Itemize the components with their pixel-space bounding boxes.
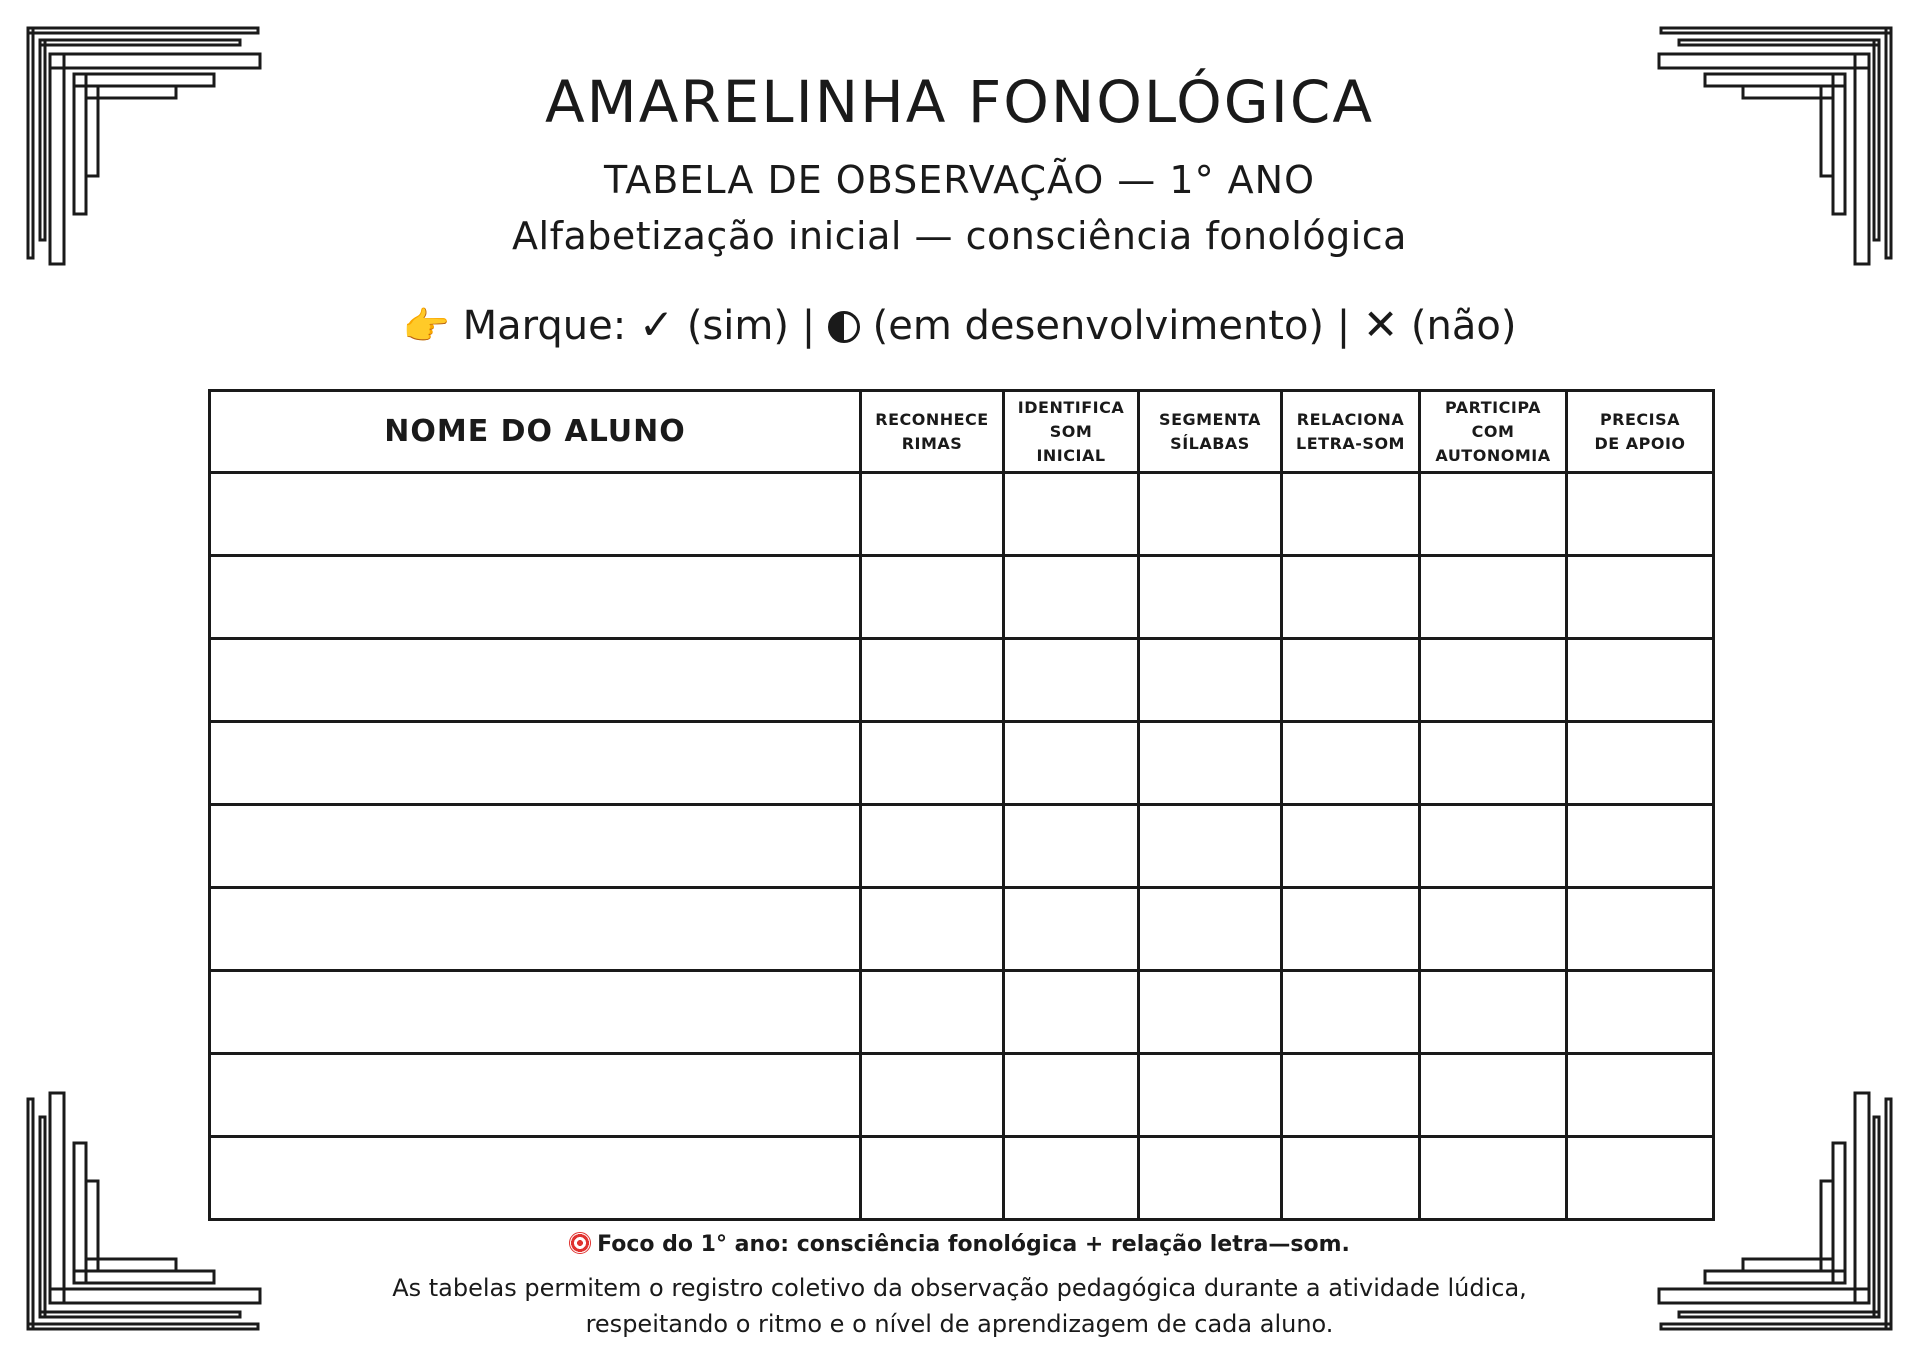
column-header-student-name: NOME DO ALUNO	[210, 391, 861, 473]
letter-sound-cell[interactable]	[1282, 473, 1420, 556]
table-row	[210, 888, 1714, 971]
segments-syllables-cell[interactable]	[1139, 722, 1282, 805]
needs-support-cell[interactable]	[1567, 556, 1714, 639]
needs-support-cell[interactable]	[1567, 1054, 1714, 1137]
letter-sound-cell[interactable]	[1282, 1137, 1420, 1220]
initial-sound-cell[interactable]	[1004, 971, 1139, 1054]
table-row	[210, 639, 1714, 722]
initial-sound-cell[interactable]	[1004, 639, 1139, 722]
page-subtitle-secondary: Alfabetização inicial — consciência fonológica	[512, 214, 1407, 258]
autonomy-cell[interactable]	[1420, 473, 1567, 556]
initial-sound-cell[interactable]	[1004, 1054, 1139, 1137]
recognizes-rhymes-cell[interactable]	[861, 1137, 1004, 1220]
table-row	[210, 556, 1714, 639]
legend-separator: |	[801, 303, 816, 349]
initial-sound-cell[interactable]	[1004, 473, 1139, 556]
recognizes-rhymes-cell[interactable]	[861, 805, 1004, 888]
letter-sound-cell[interactable]	[1282, 639, 1420, 722]
column-header-segments-syllables: SEGMENTA SÍLABAS	[1139, 391, 1282, 473]
letter-sound-cell[interactable]	[1282, 722, 1420, 805]
legend-yes-label: (sim)	[686, 303, 789, 349]
table-row	[210, 1054, 1714, 1137]
letter-sound-cell[interactable]	[1282, 805, 1420, 888]
autonomy-cell[interactable]	[1420, 971, 1567, 1054]
column-header-identifies-initial-sound: IDENTIFICA SOM INICIAL	[1004, 391, 1139, 473]
recognizes-rhymes-cell[interactable]	[861, 639, 1004, 722]
autonomy-cell[interactable]	[1420, 556, 1567, 639]
segments-syllables-cell[interactable]	[1139, 971, 1282, 1054]
column-header-autonomy: PARTICIPA COM AUTONOMIA	[1420, 391, 1567, 473]
segments-syllables-cell[interactable]	[1139, 1137, 1282, 1220]
column-header-letter-sound: RELACIONA LETRA-SOM	[1282, 391, 1420, 473]
legend-partial-label: (em desenvolvimento)	[872, 303, 1325, 349]
autonomy-cell[interactable]	[1420, 805, 1567, 888]
initial-sound-cell[interactable]	[1004, 888, 1139, 971]
initial-sound-cell[interactable]	[1004, 805, 1139, 888]
half-circle-icon	[828, 311, 860, 343]
student-name-cell[interactable]	[210, 888, 861, 971]
table-row	[210, 805, 1714, 888]
student-name-cell[interactable]	[210, 1137, 861, 1220]
letter-sound-cell[interactable]	[1282, 888, 1420, 971]
table-header-row	[210, 391, 1714, 473]
legend-prefix: Marque:	[462, 303, 627, 349]
recognizes-rhymes-cell[interactable]	[861, 473, 1004, 556]
student-name-cell[interactable]	[210, 1054, 861, 1137]
letter-sound-cell[interactable]	[1282, 971, 1420, 1054]
autonomy-cell[interactable]	[1420, 639, 1567, 722]
legend-separator: |	[1336, 303, 1351, 349]
student-name-cell[interactable]	[210, 556, 861, 639]
initial-sound-cell[interactable]	[1004, 556, 1139, 639]
segments-syllables-cell[interactable]	[1139, 473, 1282, 556]
segments-syllables-cell[interactable]	[1139, 556, 1282, 639]
footer-description: As tabelas permitem o registro coletivo da observação pedagógica durante a atividade lúdica, respeitando o ritmo e o nível de aprendizagem de cada aluno.	[392, 1274, 1527, 1338]
marking-legend	[0, 300, 1919, 349]
student-name-cell[interactable]	[210, 473, 861, 556]
recognizes-rhymes-cell[interactable]	[861, 971, 1004, 1054]
table-row	[210, 971, 1714, 1054]
initial-sound-cell[interactable]	[1004, 1137, 1139, 1220]
observation-table	[208, 389, 1715, 1221]
legend-no-label: (não)	[1410, 303, 1517, 349]
letter-sound-cell[interactable]	[1282, 1054, 1420, 1137]
autonomy-cell[interactable]	[1420, 1137, 1567, 1220]
autonomy-cell[interactable]	[1420, 888, 1567, 971]
student-name-cell[interactable]	[210, 805, 861, 888]
column-header-recognizes-rhymes: RECONHECE RIMAS	[861, 391, 1004, 473]
needs-support-cell[interactable]	[1567, 888, 1714, 971]
table-row	[210, 1137, 1714, 1220]
autonomy-cell[interactable]	[1420, 722, 1567, 805]
recognizes-rhymes-cell[interactable]	[861, 722, 1004, 805]
student-name-cell[interactable]	[210, 639, 861, 722]
segments-syllables-cell[interactable]	[1139, 888, 1282, 971]
segments-syllables-cell[interactable]	[1139, 805, 1282, 888]
recognizes-rhymes-cell[interactable]	[861, 556, 1004, 639]
recognizes-rhymes-cell[interactable]	[861, 888, 1004, 971]
table-row	[210, 722, 1714, 805]
column-header-needs-support: PRECISA DE APOIO	[1567, 391, 1714, 473]
needs-support-cell[interactable]	[1567, 1137, 1714, 1220]
table-row	[210, 473, 1714, 556]
needs-support-cell[interactable]	[1567, 639, 1714, 722]
pointing-hand-icon: 👉	[402, 304, 450, 348]
needs-support-cell[interactable]	[1567, 722, 1714, 805]
needs-support-cell[interactable]	[1567, 971, 1714, 1054]
initial-sound-cell[interactable]	[1004, 722, 1139, 805]
target-icon	[569, 1232, 591, 1254]
footer-focus-note: Foco do 1° ano: consciência fonológica + relação letra—som.	[0, 1232, 1919, 1257]
segments-syllables-cell[interactable]	[1139, 1054, 1282, 1137]
cross-mark-icon: ✕	[1362, 300, 1399, 349]
letter-sound-cell[interactable]	[1282, 556, 1420, 639]
segments-syllables-cell[interactable]	[1139, 639, 1282, 722]
recognizes-rhymes-cell[interactable]	[861, 1054, 1004, 1137]
needs-support-cell[interactable]	[1567, 805, 1714, 888]
needs-support-cell[interactable]	[1567, 473, 1714, 556]
student-name-cell[interactable]	[210, 722, 861, 805]
page-subtitle: TABELA DE OBSERVAÇÃO — 1° ANO	[604, 158, 1315, 202]
check-mark-icon: ✓	[638, 300, 675, 349]
student-name-cell[interactable]	[210, 971, 861, 1054]
page-title: AMARELINHA FONOLÓGICA	[544, 68, 1375, 136]
autonomy-cell[interactable]	[1420, 1054, 1567, 1137]
